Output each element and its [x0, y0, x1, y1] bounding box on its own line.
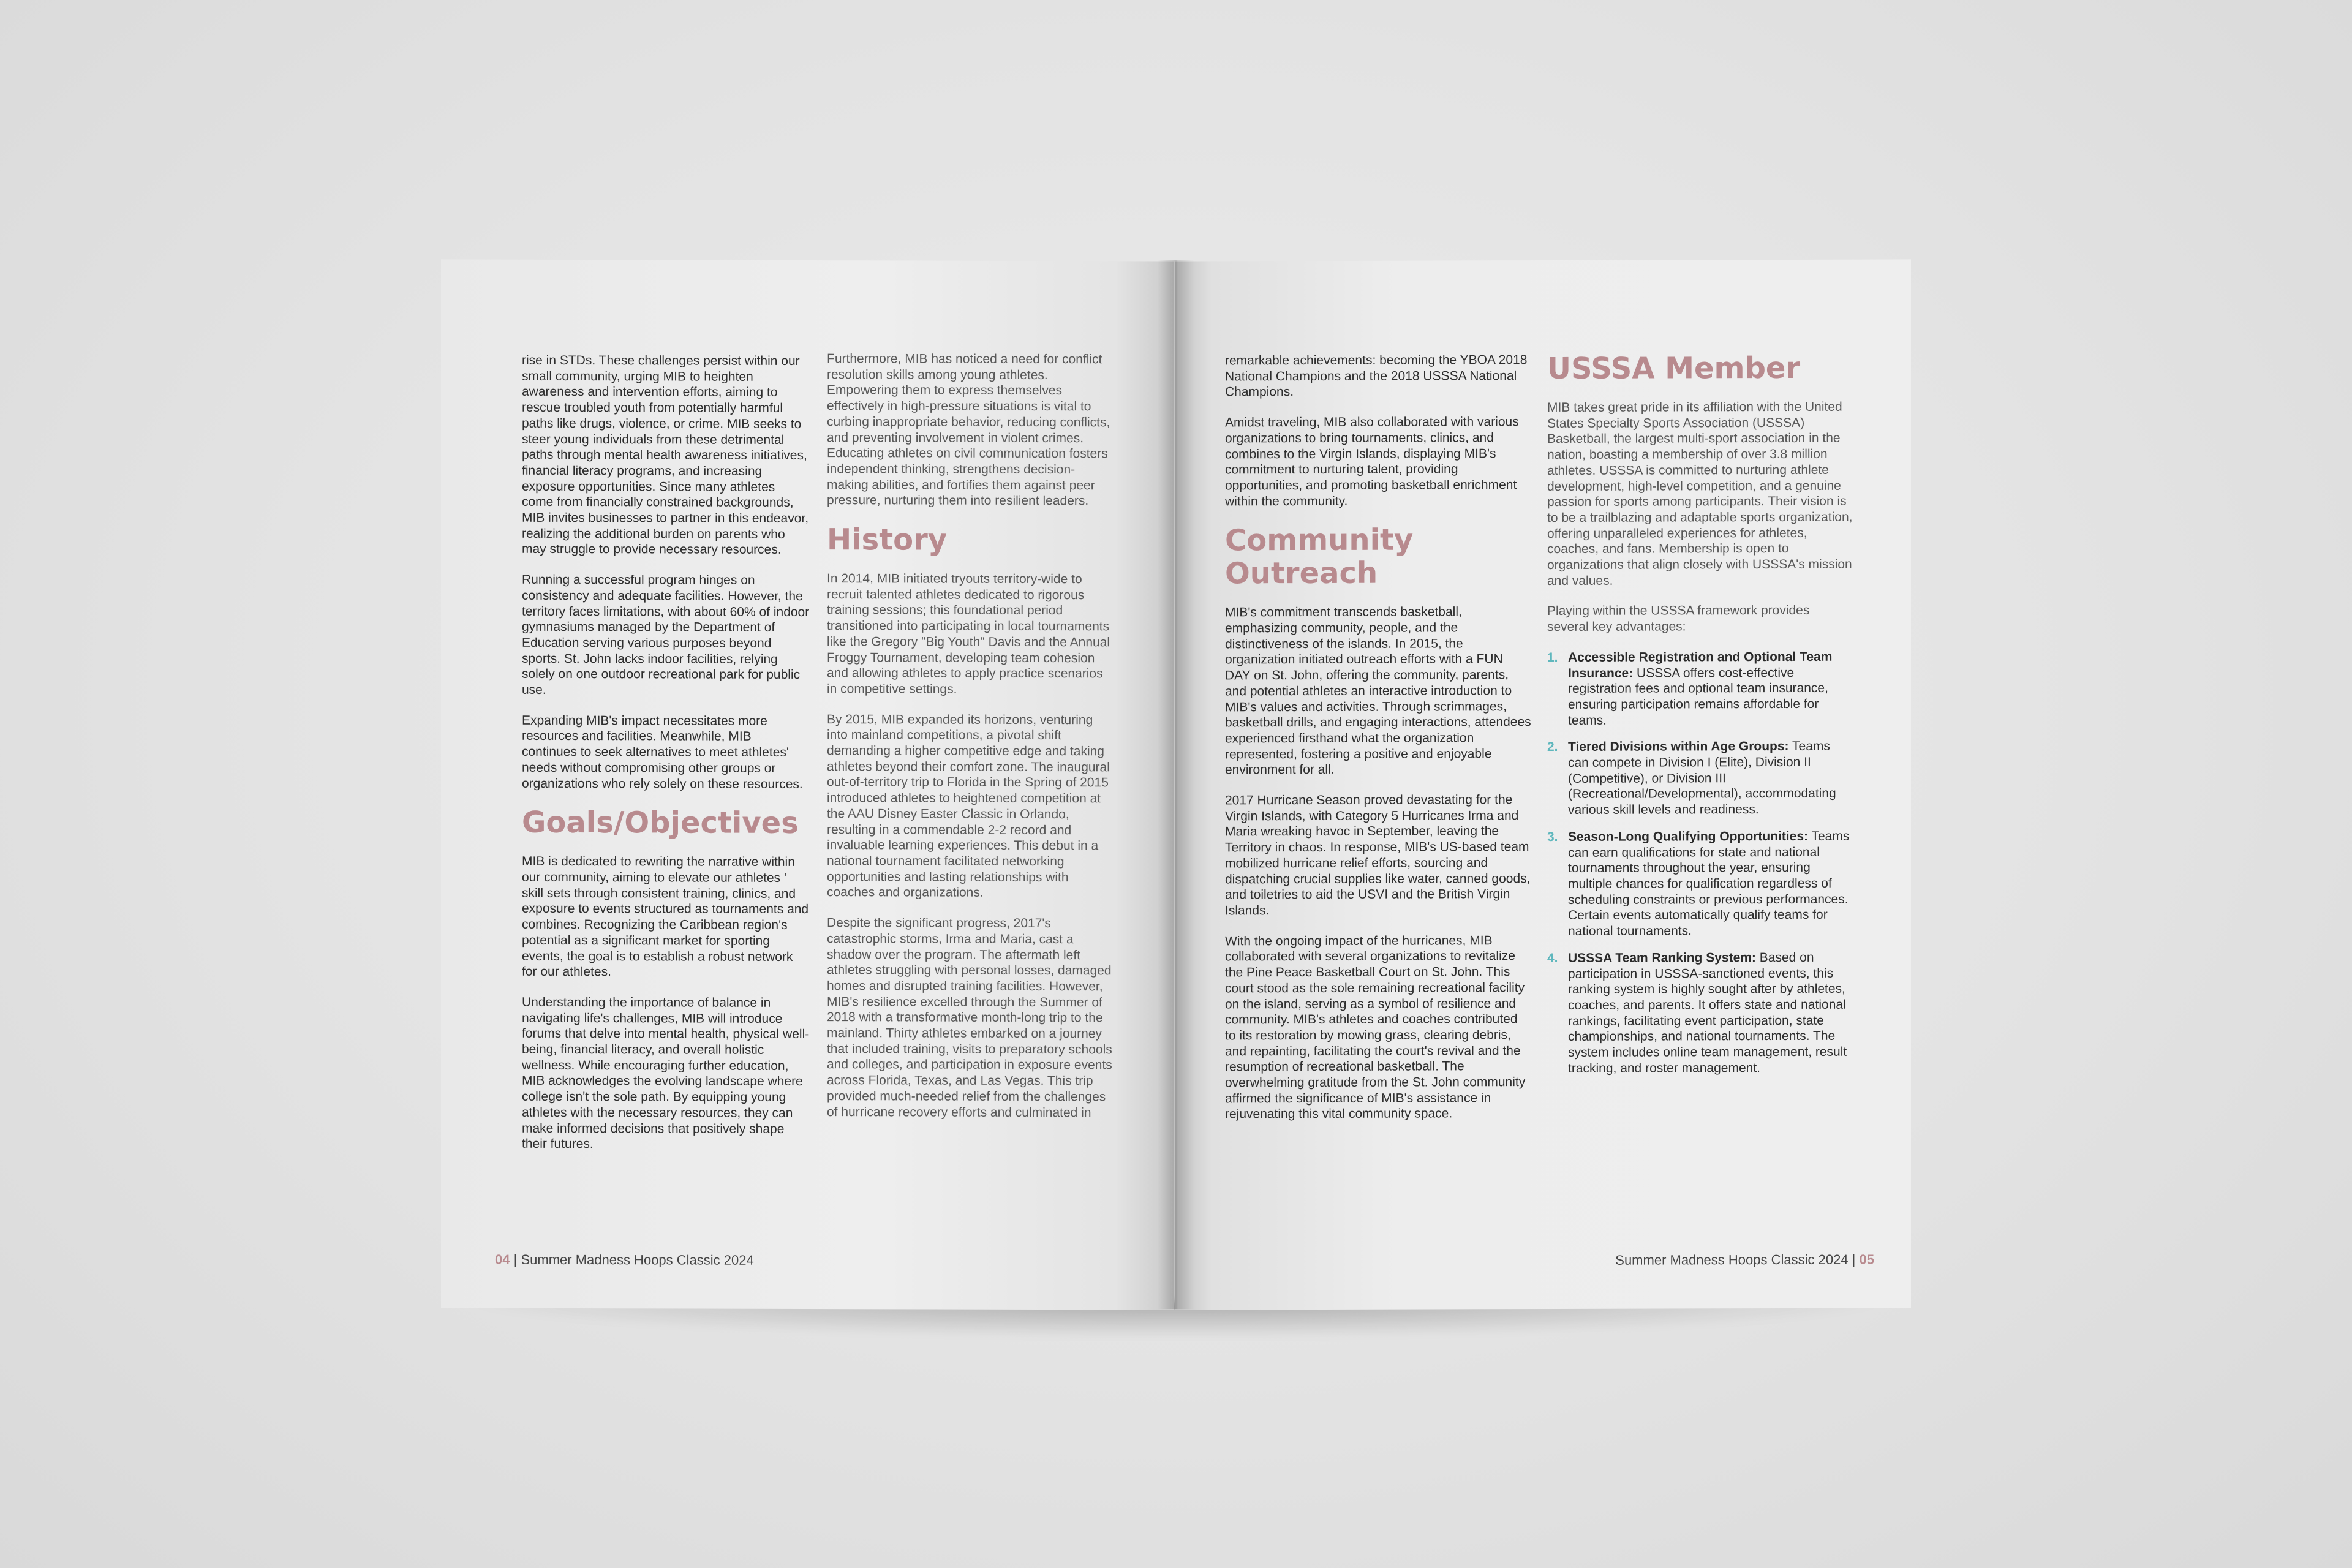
left-page-column-1: [522, 353, 810, 1167]
page-number: 04: [495, 1251, 510, 1267]
list-item-text: USSSA offers cost-effective registration fees and optional team insurance, ensuring participation remains affordable for teams.: [1568, 665, 1828, 728]
history-heading: History: [827, 522, 948, 557]
usssa-member-heading: USSSA Member: [1547, 350, 1801, 386]
heading-line: Community: [1225, 522, 1414, 558]
community-outreach-heading: [1225, 523, 1531, 590]
list-item-title: Season-Long Qualifying Opportunities:: [1568, 829, 1808, 844]
left-page-column-2: [827, 351, 1115, 1135]
paragraph: By 2015, MIB expanded its horizons, venturing into mainland competitions, a pivotal shift demanding a higher competitive edge and taking athletes beyond their comfort zone. The inaugural out-of-territory trip to Florida in the Spring of 2015 introduced athletes to heightened competition at the AAU Disney Easter Classic in Orlando, resulting in a commendable 2-2 record and invaluable learning experiences. This debut in a national tournament facilitated networking opportunities and lasting relationships with coaches and organizations.: [827, 712, 1110, 900]
footer-title: Summer Madness Hoops Classic 2024: [521, 1251, 754, 1268]
paragraph: With the ongoing impact of the hurricanes, MIB collaborated with several organizations to revitalize the Pine Peace Basketball Court on St. John. This court stood as the sole remaining recreational facility on the island, serving as a symbol of resilience and community. MIB's athletes and coaches contributed to its restoration by mowing grass, clearing debris, and repainting, facilitating the court's revival and the resumption of recreational basketball. The overwhelming gratitude from the St. John community affirmed the significance of MIB's assistance in rejuvenating this vital community space.: [1225, 933, 1526, 1121]
list-item-text: Teams can compete in Division I (Elite), Division II (Competitive), or Division III (Recreational/Developmental), accommodating various skill levels and readiness.: [1568, 739, 1836, 818]
paragraph: MIB takes great pride in its affiliation with the United States Specialty Sports Association (USSSA) Basketball, the largest multi-sport association in the nation, boasting a membership of over 3.8 million athletes. USSSA is committed to nurturing athlete development, high-level competition, and a genuine passion for sports among participants. Their vision is to be a trailblazing and adaptable sports organization, offering unparalleled experiences for athletes, coaches, and fans. Membership is open to organizations that align closely with USSSA's mission and values.: [1547, 399, 1853, 588]
list-item-title: Accessible Registration and Optional Team Insurance:: [1568, 649, 1833, 680]
page-05: [1175, 259, 1911, 1310]
list-number: 4.: [1547, 951, 1558, 965]
list-item: [1547, 829, 1853, 940]
right-page-column-2: [1547, 352, 1853, 1088]
page-number: 05: [1859, 1251, 1874, 1267]
list-item-text: Teams can earn qualifications for state and national tournaments throughout the year, ensuring multiple chances for qualification regardless of scheduling constraints or previous performances. Certain events automatically qualify teams for national tournaments.: [1568, 829, 1850, 938]
list-number: 3.: [1547, 829, 1558, 844]
list-item-text: Based on participation in USSSA-sanctioned events, this ranking system is highly sought after by athletes, coaches, and parents. It offers state and national rankings, facilitating event participation, state championships, and national tournaments. The system includes online team management, result tracking, and roster management.: [1568, 950, 1847, 1076]
paragraph: Running a successful program hinges on consistency and adequate facilities. However, the territory faces limitations, with about 60% of indoor gymnasiums managed by the Department of Education serving various purposes beyond sports. St. John lacks indoor facilities, relying solely on one outdoor recreational park for public use.: [522, 572, 810, 697]
paragraph: In 2014, MIB initiated tryouts territory-wide to recruit talented athletes dedicated to rigorous training sessions; this foundational period transitioned into participating in local tournaments like the Gregory "Big Youth" Davis and the Annual Froggy Tournament, developing team cohesion and allowing athletes to apply practice scenarios in competitive settings.: [827, 571, 1110, 696]
footer-title: Summer Madness Hoops Classic 2024: [1615, 1251, 1849, 1268]
paragraph: 2017 Hurricane Season proved devastating for the Virgin Islands, with Category 5 Hurricanes Irma and Maria wreaking havoc in September, leaving the Territory in chaos. In response, MIB's US-based team mobilized hurricane relief efforts, sourcing and dispatching crucial supplies like water, canned goods, and toiletries to aid the USVI and the British Virgin Islands.: [1225, 793, 1531, 918]
paragraph: Furthermore, MIB has noticed a need for conflict resolution skills among young athletes. Empowering them to express themselves effectively in high-pressure situations is vital to curbing inappropriate behavior, reducing conflicts, and preventing involvement in violent crimes. Educating athletes on civil communication fosters independent thinking, strengthens decision-making abilities, and fortifies them against peer pressure, nurturing them into resilient leaders.: [827, 352, 1110, 508]
paragraph: Amidst traveling, MIB also collaborated with various organizations to bring tournaments, clinics, and combines to the Virgin Islands, displaying MIB's commitment to nurturing talent, providing opportunities, and promoting basketball enrichment within the community.: [1225, 415, 1519, 508]
list-item: [1547, 739, 1853, 818]
left-page-footer: [495, 1252, 754, 1268]
paragraph: Playing within the USSSA framework provides several key advantages:: [1547, 603, 1810, 635]
advantages-list: [1547, 649, 1853, 1077]
goals-objectives-heading: Goals/Objectives: [522, 805, 799, 841]
footer-separator: |: [1852, 1251, 1856, 1267]
paragraph: Understanding the importance of balance in navigating life's challenges, MIB will introduce forums that delve into mental health, physical well-being, financial literacy, and overall holistic wellness. While encouraging further education, MIB acknowledges the evolving landscape where college isn't the sole path. By equipping young athletes with the necessary resources, they can make informed decisions that positively shape their futures.: [522, 995, 810, 1152]
list-item: [1547, 949, 1853, 1076]
right-page-footer: [1615, 1252, 1874, 1268]
list-item-title: Tiered Divisions within Age Groups:: [1568, 739, 1789, 755]
paragraph: MIB is dedicated to rewriting the narrative within our community, aiming to elevate our athletes ' skill sets through consistent training, clinics, and exposure to events structured as tournaments and combines. Recognizing the Caribbean region's potential as a significant market for sporting events, the goal is to establish a robust network for our athletes.: [522, 854, 809, 979]
paragraph: MIB's commitment transcends basketball, emphasizing community, people, and the distinctiveness of the islands. In 2015, the organization initiated outreach efforts with a FUN DAY on St. John, offering the community, parents, and potential athletes an interactive introduction to MIB's values and activities. Through scrimmages, basketball drills, and engaging interactions, attendees experienced firsthand what the organization represented, fostering a positive and enjoyable environment for all.: [1225, 605, 1531, 777]
list-number: 1.: [1547, 650, 1558, 665]
paragraph: Despite the significant progress, 2017's catastrophic storms, Irma and Maria, cast a shadow over the program. The aftermath left athletes struggling with personal losses, damaged homes and disrupted training facilities. However, MIB's resilience excelled through the Summer of 2018 with a transformative month-long trip to the mainland. Thirty athletes embarked on a journey that included training, visits to preparatory schools and colleges, and participation in exposure events across Florida, Texas, and Las Vegas. This trip provided much-needed relief from the challenges of hurricane recovery efforts and culminated in: [827, 916, 1112, 1120]
paragraph: remarkable achievements: becoming the YBOA 2018 National Champions and the 2018 USSSA National Champions.: [1225, 353, 1528, 399]
paragraph: rise in STDs. These challenges persist within our small community, urging MIB to heighten awareness and intervention efforts, aiming to rescue troubled youth from potentially harmful paths like drugs, violence, or crime. MIB seeks to steer young individuals from these detrimental paths through mental health awareness initiatives, financial literacy programs, and increasing exposure opportunities. Since many athletes come from financially constrained backgrounds, MIB invites businesses to partner in this endeavor, realizing the additional burden on parents who may struggle to provide necessary resources.: [522, 353, 809, 557]
footer-separator: |: [513, 1251, 518, 1267]
right-page-column-1: [1225, 352, 1531, 1137]
list-item-title: USSSA Team Ranking System:: [1568, 950, 1756, 965]
list-item: [1547, 649, 1853, 729]
list-number: 2.: [1547, 740, 1558, 755]
paragraph: Expanding MIB's impact necessitates more resources and facilities. Meanwhile, MIB continues to seek alternatives to meet athletes' needs without compromising other groups or organizations who rely solely on these resources.: [522, 713, 803, 791]
booklet-spread: [441, 260, 1911, 1314]
heading-line: Outreach: [1225, 556, 1378, 591]
page-04: [441, 259, 1174, 1310]
